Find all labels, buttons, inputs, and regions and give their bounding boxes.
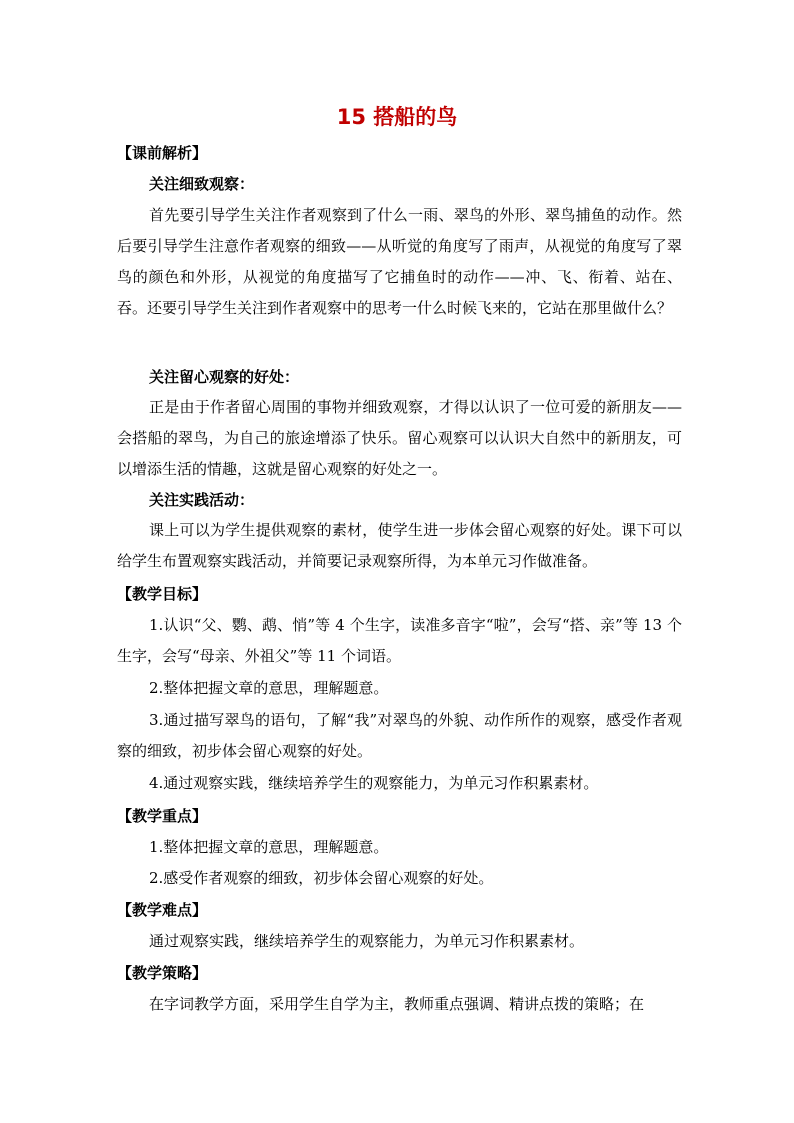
section-heading-strategy: 【教学策略】 [117, 964, 208, 982]
paragraph-observe-detail: 首先要引导学生关注作者观察到了什么一雨、翠鸟的外形、翠鸟捕鱼的动作。然后要引导学生注意作者观察的细致——从听觉的角度写了雨声，从视觉的角度写了翠鸟的颜色和外形，从视觉的角度描写了它捕鱼时的动作——冲、飞、衔着、站在、吞。还要引导学生关注到作者观察中的思考一什么时候飞来的，它站在那里做什么？ [117, 206, 682, 317]
goal-item-4: 4.通过观察实践，继续培养学生的观察能力，为单元习作积累素材。 [149, 774, 599, 792]
key-point-item-1: 1.整体把握文章的意思，理解题意。 [149, 838, 389, 856]
section-heading-goals: 【教学目标】 [117, 585, 208, 603]
section-heading-key-points: 【教学重点】 [117, 807, 208, 825]
goal-item-2: 2.整体把握文章的意思，理解题意。 [149, 679, 389, 697]
subheading-practice: 关注实践活动： [149, 491, 255, 509]
subheading-observe-detail: 关注细致观察： [149, 175, 255, 193]
paragraph-practice: 课上可以为学生提供观察的素材，使学生进一步体会留心观察的好处。课下可以给学生布置观察实践活动，并简要记录观察所得，为本单元习作做准备。 [117, 521, 682, 570]
section-heading-analysis: 【课前解析】 [117, 144, 208, 162]
goal-item-1: 1.认识“父、鹦、鹉、悄”等 4 个生字，读准多音字“啦”，会写“搭、亲”等 13 个生字，会写“母亲、外祖父”等 11 个词语。 [117, 616, 682, 665]
key-point-item-2: 2.感受作者观察的细致，初步体会留心观察的好处。 [149, 869, 494, 887]
subheading-observe-benefit: 关注留心观察的好处： [149, 368, 300, 386]
paragraph-observe-benefit: 正是由于作者留心周围的事物并细致观察，才得以认识了一位可爱的新朋友——会搭船的翠鸟，为自己的旅途增添了快乐。留心观察可以认识大自然中的新朋友，可以增添生活的情趣，这就是留心观察的好处之一。 [117, 398, 682, 478]
strategy-text: 在字词教学方面，采用学生自学为主，教师重点强调、精讲点拨的策略；在 [149, 995, 645, 1013]
goal-item-3: 3.通过描写翠鸟的语句，了解“我”对翠鸟的外貌、动作所作的观察，感受作者观察的细致，初步体会留心观察的好处。 [117, 711, 682, 760]
section-heading-difficulty: 【教学难点】 [117, 901, 208, 919]
lesson-title: 15 搭船的鸟 [336, 105, 458, 129]
difficulty-text: 通过观察实践，继续培养学生的观察能力，为单元习作积累素材。 [149, 932, 585, 950]
